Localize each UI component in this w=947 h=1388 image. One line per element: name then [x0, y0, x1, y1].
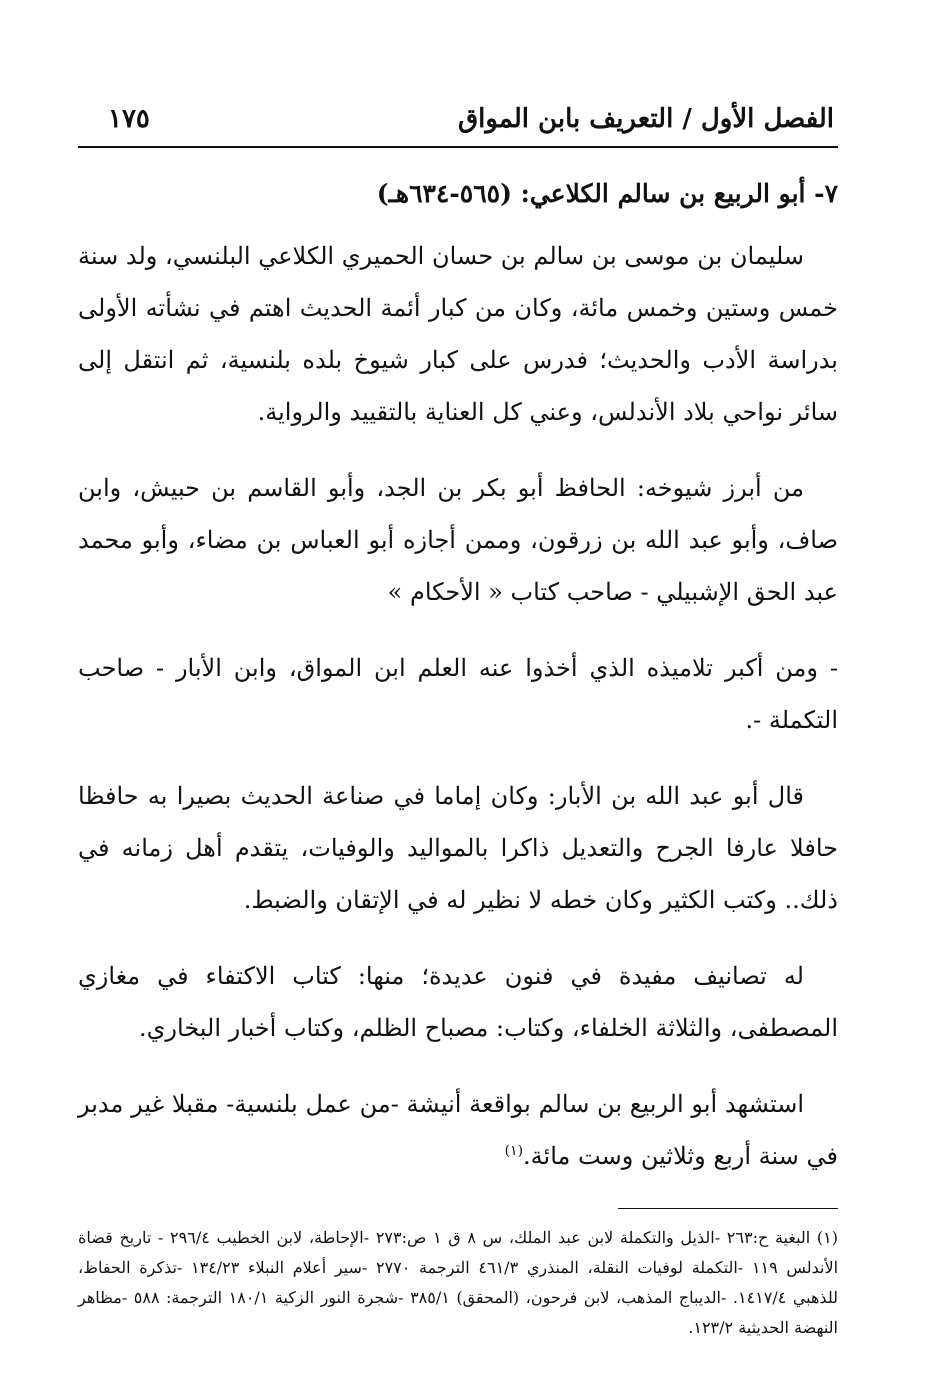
paragraph-death-text: استشهد أبو الربيع بن سالم بواقعة أنيشة -من عمل بلنسية- مقبلا غير مدبر في سنة أربع وثلاثين وست مائة. [78, 1090, 838, 1170]
paragraph-teachers: من أبرز شيوخه: الحافظ أبو بكر بن الجد، وأبو القاسم بن حبيش، وابن صاف، وأبو عبد الله بن زرقون، وممن أجازه أبو العباس بن مضاء، وأبو محمد عبد الحق الإشبيلي - صاحب كتاب « الأحكام » [78, 474, 838, 606]
paragraph-works: له تصانيف مفيدة في فنون عديدة؛ منها: كتاب الاكتفاء في مغازي المصطفى، والثلاثة الخلفاء، وكتاب: مصباح الظلم، وكتاب أخبار البخاري. [78, 962, 838, 1042]
footnote-divider [618, 1208, 838, 1209]
footnote: (١) البغية ح:٢٦٣ -الذيل والتكملة لابن عبد الملك، س ٨ ق ١ ص:٢٧٣ -الإحاطة، لابن الخطيب ٢٩٦/٤ - تاريخ قضاة الأندلس ١١٩ -التكملة لوفيات النقلة، المنذري ٤٦١/٣ الترجمة ٢٧٧٠ -سير أعلام النبلاء ١٣٤/٢٣ -تذكرة الحفاظ، للذهبي ١٤١٧/٤. -الديباج المذهب، لابن فرحون، (المحقق) ٣٨٥/١ -شجرة النور الزكية ١٨٠/١ الترجمة: ٥٨٨ -مظاهر النهضة الحديثية ١٢٣/٢. [78, 1228, 839, 1337]
running-header [78, 92, 838, 148]
paragraph-death [78, 1078, 838, 1182]
chapter-title: الفصل الأول / التعريف بابن المواق [457, 104, 834, 134]
page-number: ١٧٥ [108, 104, 150, 134]
paragraph-biography: سليمان بن موسى بن سالم بن حسان الحميري الكلاعي البلنسي، ولد سنة خمس وستين وخمس مائة، وكان من كبار أئمة الحديث اهتم في نشأته الأولى بدراسة الأدب والحديث؛ فدرس على كبار شيوخ بلده بلنسية، ثم انتقل إلى سائر نواحي بلاد الأندلس، وعني كل العناية بالتقييد والرواية. [78, 242, 838, 426]
footnote-reference[interactable]: (١) [504, 1143, 524, 1159]
paragraph-students: - ومن أكبر تلاميذه الذي أخذوا عنه العلم ابن المواق، وابن الأبار - صاحب التكملة -. [78, 654, 838, 734]
paragraph-quote: قال أبو عبد الله بن الأبار: وكان إماما في صناعة الحديث بصيرا به حافظا حافلا عارفا الجرح والتعديل ذاكرا بالمواليد والوفيات، يتقدم أهل زمانه في ذلك.. وكتب الكثير وكان خطه لا نظير له في الإتقان والضبط. [78, 782, 838, 914]
document-page [78, 92, 838, 1343]
section-heading: ٧- أبو الربيع بن سالم الكلاعي: (٥٦٥-٦٣٤هـ) [376, 179, 838, 208]
